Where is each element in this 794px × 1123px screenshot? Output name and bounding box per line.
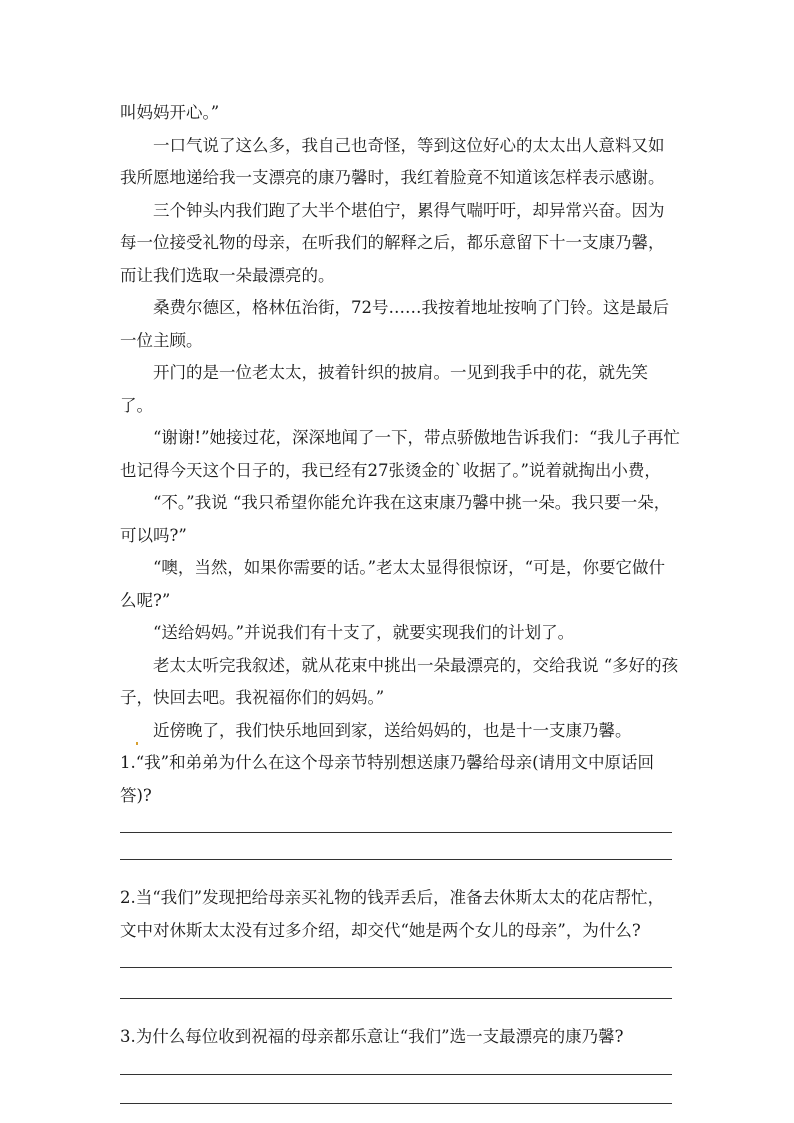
question-1: 1.“我”和弟弟为什么在这个母亲节特别想送康乃馨给母亲(请用文中原话回答)? xyxy=(120,753,655,805)
paragraph: “谢谢!”她接过花，深深地闻了一下，带点骄傲地告诉我们：“我儿子再忙也记得今天这个日子的，我已经有27张烫金的`收据了。”说着就掏出小费， xyxy=(120,428,680,480)
paragraph: 三个钟头内我们跑了大半个堪伯宁，累得气喘吁吁，却异常兴奋。因为每一位接受礼物的母亲，在听我们的解释之后，都乐意留下十一支康乃馨，而让我们选取一朵最漂亮的。 xyxy=(120,200,665,285)
reading-passage xyxy=(120,97,680,1104)
paragraph: 近傍晚了，我们快乐地回到家，送给妈妈的，也是十一支康乃馨。 xyxy=(153,720,632,740)
paragraph: 老太太听完我叙述，就从花束中挑出一朵最漂亮的，交给我说 “多好的孩子，快回去吧。我祝福你们的妈妈。” xyxy=(120,655,679,707)
paragraph: 叫妈妈开心。” xyxy=(120,103,220,122)
question-3: 3.为什么每位收到祝福的母亲都乐意让“我们”选一支最漂亮的康乃馨? xyxy=(120,1027,624,1046)
question-2: 2.当“我们”发现把给母亲买礼物的钱弄丢后，准备去休斯太太的花店帮忙，文中对休斯太太没有过多介绍，却交代“她是两个女儿的母亲”，为什么? xyxy=(120,888,665,940)
paragraph: “送给妈妈。”并说我们有十支了，就要实现我们的计划了。 xyxy=(153,623,575,642)
paragraph: 桑费尔德区，格林伍治街，72号……我按着地址按响了门铃。这是最后一位主顾。 xyxy=(120,298,669,350)
paragraph: “不。”我说 “我只希望你能允许我在这束康乃馨中挑一朵。我只要一朵，可以吗?” xyxy=(120,493,671,545)
paragraph: 一口气说了这么多，我自己也奇怪，等到这位好心的太太出人意料又如我所愿地递给我一支漂亮的康乃馨时，我红着脸竟不知道该怎样表示感谢。 xyxy=(120,135,665,187)
paragraph: 开门的是一位老太太，披着针织的披肩。一见到我手中的花，就先笑了。 xyxy=(120,363,648,415)
paragraph: “噢，当然，如果你需要的话。”老太太显得很惊讶，“可是，你要它做什么呢?” xyxy=(120,558,666,610)
ink-dot xyxy=(136,742,138,745)
answer-line[interactable] xyxy=(120,1103,672,1104)
